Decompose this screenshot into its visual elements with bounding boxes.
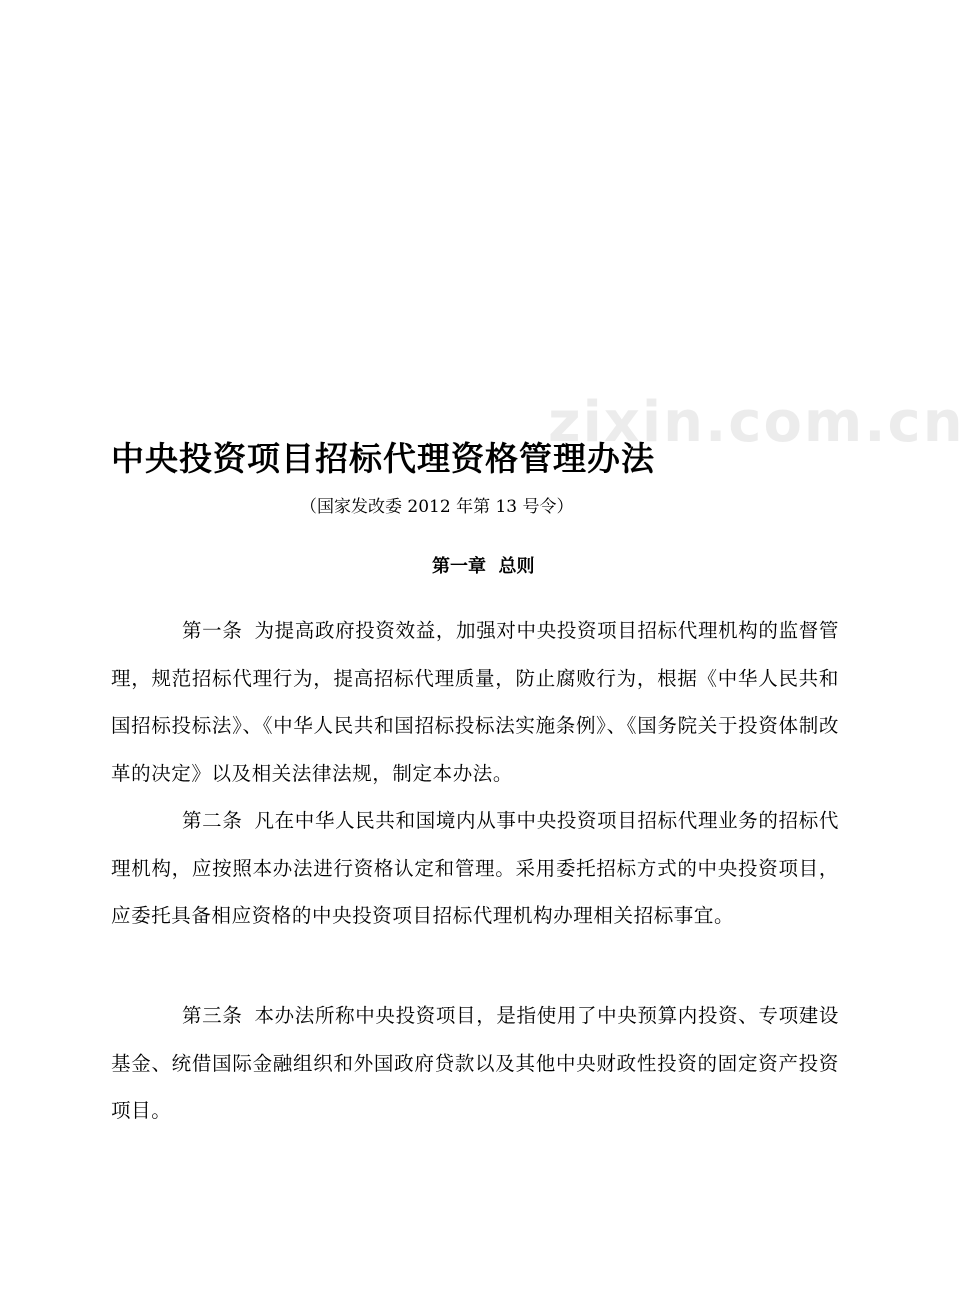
chapter-heading: 第一章 总则 xyxy=(432,556,535,577)
document-title: 中央投资项目招标代理资格管理办法 xyxy=(111,439,655,478)
article-label: 第三条 xyxy=(182,1004,243,1027)
article-text: 本办法所称中央投资项目，是指使用了中央预算内投资、专项建设基金、统借国际金融组织和外国政府贷款以及其他中央财政性投资的固定资产投资项目。 xyxy=(111,1004,839,1122)
article-1 xyxy=(111,607,839,797)
article-label: 第二条 xyxy=(182,809,243,832)
watermark: zixin.com.cn xyxy=(548,390,965,455)
article-text: 凡在中华人民共和国境内从事中央投资项目招标代理业务的招标代理机构，应按照本办法进行资格认定和管理。采用委托招标方式的中央投资项目，应委托具备相应资格的中央投资项目招标代理机构办理相关招标事宜。 xyxy=(111,809,839,927)
article-label: 第一条 xyxy=(182,619,243,642)
article-3 xyxy=(111,992,839,1135)
article-2 xyxy=(111,797,839,940)
document-subtitle: （国家发改委 2012 年第 13 号令） xyxy=(300,497,574,517)
article-text: 为提高政府投资效益，加强对中央投资项目招标代理机构的监督管理，规范招标代理行为，提高招标代理质量，防止腐败行为，根据《中华人民共和国招标投标法》、《中华人民共和国招标投标法实施条例》、《国务院关于投资体制改革的决定》以及相关法律法规，制定本办法。 xyxy=(111,619,839,785)
